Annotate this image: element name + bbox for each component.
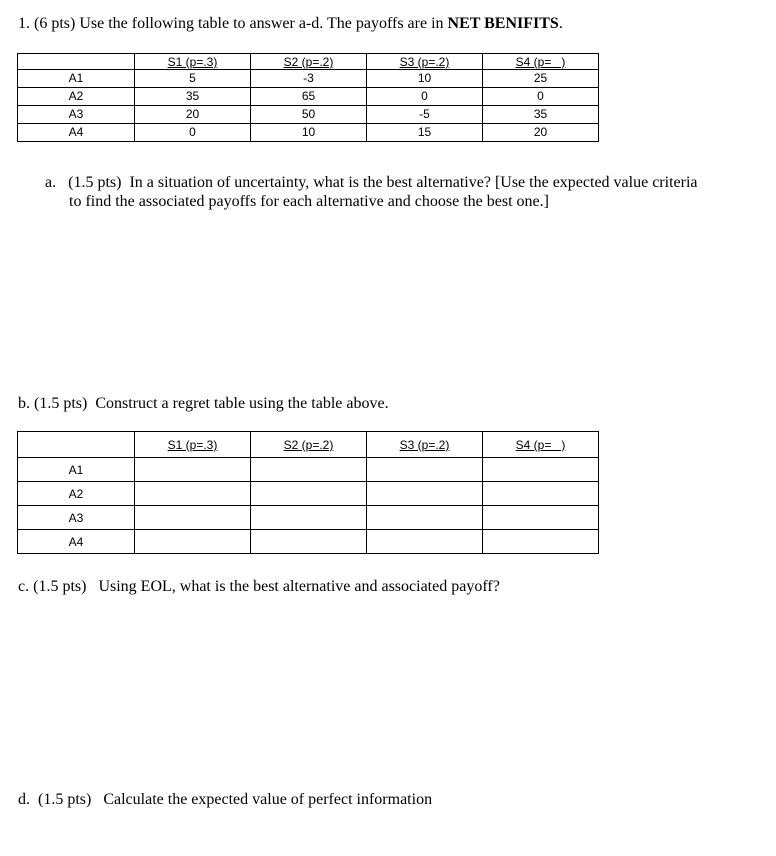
- question-end: .: [558, 15, 563, 32]
- payoff-cell: 25: [483, 70, 599, 88]
- payoff-cell: 35: [135, 88, 251, 106]
- regret-cell[interactable]: [483, 482, 599, 506]
- payoff-header-s3: S3 (p=.2): [367, 54, 483, 70]
- regret-header-s4: S4 (p= ): [483, 432, 599, 458]
- regret-header-corner: [18, 432, 135, 458]
- payoff-cell: 15: [367, 124, 483, 142]
- regret-cell[interactable]: [367, 458, 483, 482]
- payoff-cell: -5: [367, 106, 483, 124]
- part-d-points: (1.5 pts): [38, 791, 92, 808]
- part-d-letter: d.: [18, 791, 30, 808]
- part-c-letter: c.: [18, 578, 30, 595]
- payoff-cell: 0: [367, 88, 483, 106]
- regret-header-s1: S1 (p=.3): [135, 432, 251, 458]
- payoff-cell: 10: [251, 124, 367, 142]
- payoff-cell: 50: [251, 106, 367, 124]
- regret-cell[interactable]: [135, 482, 251, 506]
- question-points: (6 pts): [34, 15, 76, 32]
- part-b-text: Construct a regret table using the table above.: [95, 395, 389, 412]
- regret-table: [17, 431, 599, 554]
- regret-row-label-a2: A2: [18, 482, 135, 506]
- payoff-table: [17, 53, 599, 142]
- table-row: [18, 106, 599, 124]
- payoff-cell: 10: [367, 70, 483, 88]
- payoff-cell: 20: [135, 106, 251, 124]
- regret-cell[interactable]: [367, 506, 483, 530]
- regret-row-label-a4: A4: [18, 530, 135, 554]
- payoff-cell: 0: [483, 88, 599, 106]
- regret-row-label-a3: A3: [18, 506, 135, 530]
- payoff-header-s4: S4 (p= ): [483, 54, 599, 70]
- regret-cell[interactable]: [483, 530, 599, 554]
- table-row: [18, 88, 599, 106]
- part-a-text-line2: to find the associated payoffs for each alternative and choose the best one.]: [69, 193, 549, 210]
- part-a-letter: a.: [45, 174, 57, 191]
- regret-cell[interactable]: [367, 530, 483, 554]
- question-emphasis: NET BENIFITS: [447, 15, 559, 32]
- row-label-a3: A3: [18, 106, 135, 124]
- payoff-header-corner: [18, 54, 135, 70]
- part-a-points: (1.5 pts): [68, 174, 122, 191]
- table-row: [18, 70, 599, 88]
- regret-cell[interactable]: [135, 458, 251, 482]
- payoff-cell: 5: [135, 70, 251, 88]
- part-c-prompt: [18, 578, 500, 596]
- row-label-a1: A1: [18, 70, 135, 88]
- payoff-header-s1: S1 (p=.3): [135, 54, 251, 70]
- regret-cell[interactable]: [483, 458, 599, 482]
- regret-cell[interactable]: [251, 506, 367, 530]
- payoff-cell: 35: [483, 106, 599, 124]
- regret-header-s3: S3 (p=.2): [367, 432, 483, 458]
- question-heading: [18, 15, 563, 33]
- row-label-a4: A4: [18, 124, 135, 142]
- part-d-prompt: [18, 791, 432, 809]
- question-intro: Use the following table to answer a-d. The payoffs are in: [79, 15, 444, 32]
- table-row: [18, 458, 599, 482]
- table-row: [18, 506, 599, 530]
- part-b-points: (1.5 pts): [34, 395, 88, 412]
- part-c-text: Using EOL, what is the best alternative and associated payoff?: [98, 578, 500, 595]
- regret-header-s2: S2 (p=.2): [251, 432, 367, 458]
- part-a-text-line1: In a situation of uncertainty, what is the best alternative? [Use the expected value criteria: [129, 174, 698, 191]
- question-number: 1.: [18, 15, 30, 32]
- row-label-a2: A2: [18, 88, 135, 106]
- payoff-table-header-row: [18, 54, 599, 70]
- regret-table-header-row: [18, 432, 599, 458]
- part-d-text: Calculate the expected value of perfect information: [103, 791, 433, 808]
- part-b-letter: b.: [18, 395, 30, 412]
- payoff-cell: 0: [135, 124, 251, 142]
- table-row: [18, 124, 599, 142]
- regret-cell[interactable]: [251, 458, 367, 482]
- regret-cell[interactable]: [251, 530, 367, 554]
- part-b-prompt: [18, 395, 389, 413]
- table-row: [18, 530, 599, 554]
- payoff-cell: -3: [251, 70, 367, 88]
- regret-cell[interactable]: [251, 482, 367, 506]
- regret-cell[interactable]: [135, 506, 251, 530]
- regret-row-label-a1: A1: [18, 458, 135, 482]
- payoff-cell: 65: [251, 88, 367, 106]
- regret-cell[interactable]: [367, 482, 483, 506]
- part-a-line2: [69, 193, 549, 211]
- payoff-header-s2: S2 (p=.2): [251, 54, 367, 70]
- regret-cell[interactable]: [483, 506, 599, 530]
- table-row: [18, 482, 599, 506]
- part-c-points: (1.5 pts): [33, 578, 87, 595]
- part-a-line1: [45, 174, 698, 192]
- payoff-cell: 20: [483, 124, 599, 142]
- regret-cell[interactable]: [135, 530, 251, 554]
